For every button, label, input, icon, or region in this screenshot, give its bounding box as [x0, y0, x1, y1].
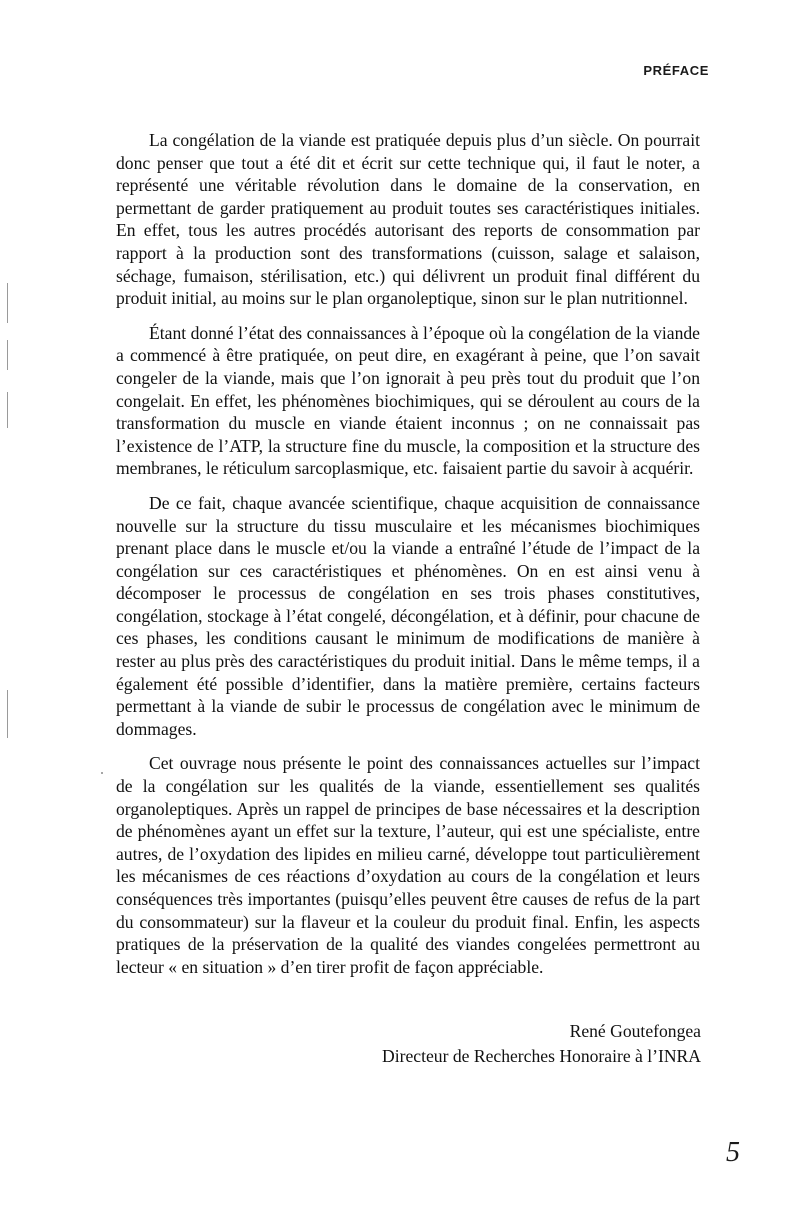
scan-edge-mark — [7, 392, 8, 428]
scan-speck — [101, 772, 103, 774]
scan-edge-mark — [7, 283, 8, 323]
signature-block — [382, 1019, 701, 1069]
paragraph-4: Cet ouvrage nous présente le point des connaissances actuelles sur l’impact de la congélation sur les qualités de la viande, essentiellement ses qualités organoleptiques. Après un rappel de principes de base nécessaires et la description de phénomènes ayant un effet sur la texture, l’auteur, qui est une spécialiste, entre autres, de l’oxydation des lipides en milieu carné, développe tout particulièrement les mécanismes de ces réactions d’oxydation au cours de la congélation et leurs conséquences très importantes (puisqu’elles peuvent être causes de refus de la part du consommateur) sur la flaveur et la couleur du produit final. Enfin, les aspects pratiques de la préservation de la qualité des viandes congelées permettront au lecteur « en situation » d’en tirer profit de façon appréciable. — [116, 753, 700, 977]
signature-name: René Goutefongea — [569, 1021, 701, 1041]
signature-role: Directeur de Recherches Honoraire à l’INRA — [382, 1046, 701, 1066]
scan-edge-mark — [7, 340, 8, 370]
scan-edge-mark — [7, 690, 8, 738]
paragraph-2: Étant donné l’état des connaissances à l’époque où la congélation de la viande a commencé à être pratiquée, on peut dire, en exagérant à peine, que l’on savait congeler de la viande, mais que l’on ignorait à peu près tout du produit que l’on congelait. En effet, les phénomènes biochimiques, qui se déroulent au cours de la transformation du muscle en viande étaient inconnus ; on ne connaissait pas l’existence de l’ATP, la structure fine du muscle, la composition et la structure des membranes, le réticulum sarcoplasmique, etc. faisaient partie du savoir à acquérir. — [116, 322, 700, 479]
page-number: 5 — [726, 1137, 740, 1168]
preface-body — [116, 129, 700, 990]
paragraph-3: De ce fait, chaque avancée scientifique, chaque acquisition de connaissance nouvelle sur la structure du tissu musculaire et les mécanismes biochimiques prenant place dans le muscle et/ou la viande a entraîné l’étude de l’impact de la congélation sur ces caractéristiques et phénomènes. On en est ainsi venu à décomposer le processus de congélation en ses trois phases constitutives, congélation, stockage à l’état congelé, décongélation, et à définir, pour chacune de ces phases, les conditions causant le minimum de modifications de manière à rester au plus près des caractéristiques du produit initial. Dans le même temps, il a également été possible d’identifier, dans la matière première, certains facteurs permettant à la viande de subir le processus de congélation avec le minimum de dommages. — [116, 492, 700, 739]
running-header-title: PRÉFACE — [643, 63, 709, 78]
paragraph-1: La congélation de la viande est pratiquée depuis plus d’un siècle. On pourrait donc penser que tout a été dit et écrit sur cette technique qui, il faut le noter, a représenté une véritable révolution dans le domaine de la conservation, en permettant de garder pratiquement au produit toutes ses caractéristiques initiales. En effet, tous les autres procédés autorisant des reports de consommation par rapport à la production sont des transformations (cuisson, salage et salaison, séchage, fumaison, stérilisation, etc.) qui délivrent un produit final différent du produit initial, au moins sur le plan organoleptique, sinon sur le plan nutritionnel. — [116, 130, 700, 309]
